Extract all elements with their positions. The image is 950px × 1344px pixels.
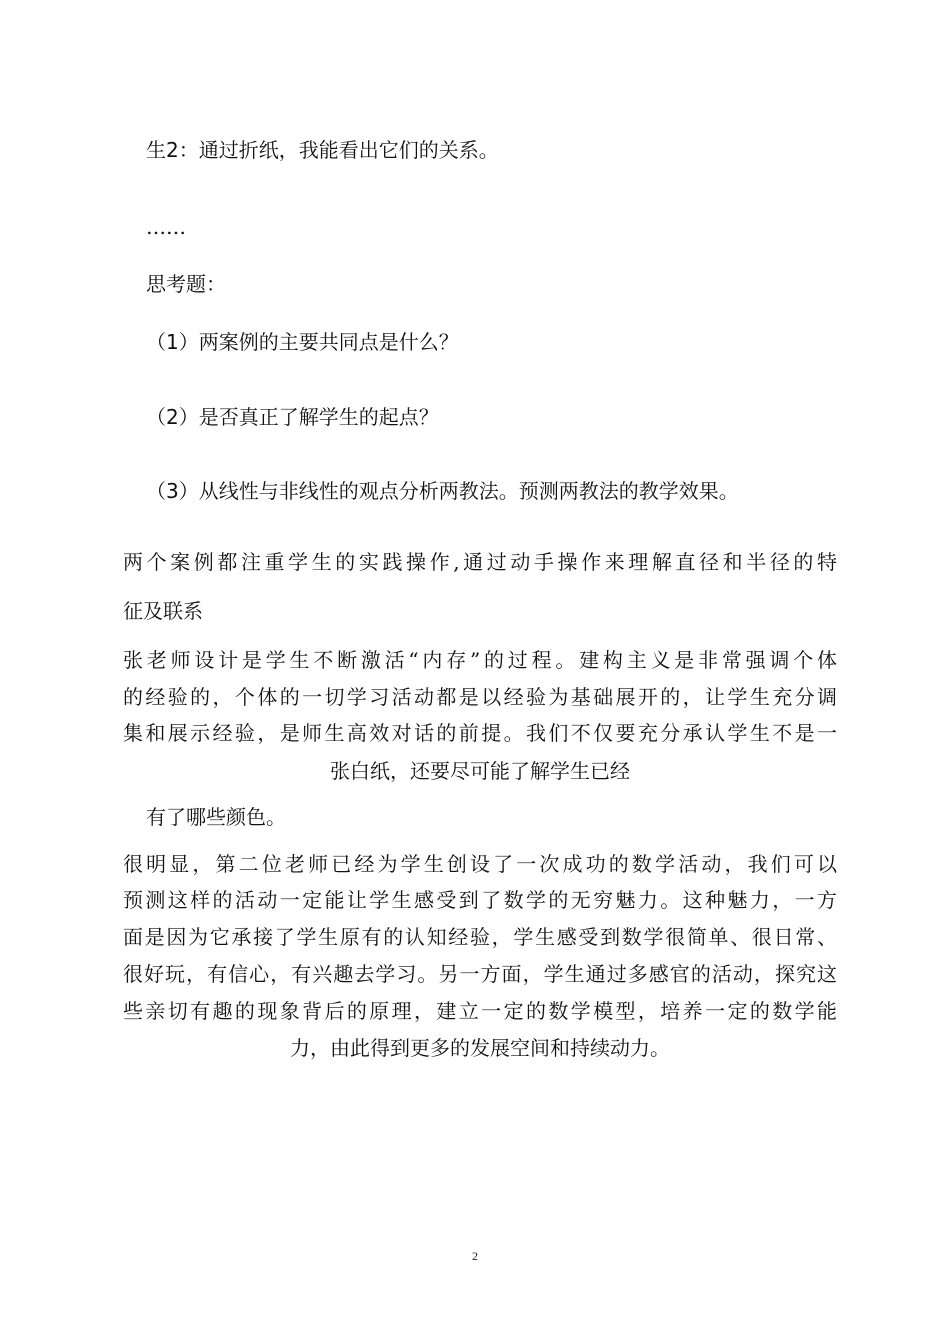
page-number: 2: [472, 1249, 478, 1263]
answer-para1-line1: 两个案例都注重学生的实践操作,通过动手操作来理解直径和半径的特: [123, 550, 837, 574]
answer-para2-line5: 有了哪些颜色。: [146, 805, 286, 829]
answer-para3-line1: 很明显，第二位老师已经为学生创设了一次成功的数学活动，我们可以: [123, 852, 837, 876]
answer-para3-line6: 力，由此得到更多的发展空间和持续动力。: [290, 1036, 670, 1060]
dialogue-ellipsis: ……: [146, 215, 186, 239]
dialogue-student-2: 生2：通过折纸，我能看出它们的关系。: [146, 138, 499, 162]
answer-para2-line1: 张老师设计是学生不断激活“内存”的过程。建构主义是非常强调个体: [123, 648, 837, 672]
answer-para3-line4: 很好玩，有信心，有兴趣去学习。另一方面，学生通过多感官的活动，探究这: [123, 962, 837, 986]
question-item-2: （2）是否真正了解学生的起点？: [146, 405, 439, 429]
question-item-3: （3）从线性与非线性的观点分析两教法。预测两教法的教学效果。: [146, 479, 739, 503]
answer-para3-line2: 预测这样的活动一定能让学生感受到了数学的无穷魅力。这种魅力，一方: [123, 888, 837, 912]
answer-para3-line5: 些亲切有趣的现象背后的原理，建立一定的数学模型，培养一定的数学能: [123, 999, 837, 1023]
questions-heading: 思考题：: [146, 272, 226, 296]
question-item-1: （1）两案例的主要共同点是什么？: [146, 330, 459, 354]
answer-para2-line2: 的经验的，个体的一切学习活动都是以经验为基础展开的，让学生充分调: [123, 685, 837, 709]
answer-para2-line3: 集和展示经验，是师生高效对话的前提。我们不仅要充分承认学生不是一: [123, 721, 837, 745]
answer-para2-line4: 张白纸，还要尽可能了解学生已经: [330, 759, 630, 783]
answer-para3-line3: 面是因为它承接了学生原有的认知经验，学生感受到数学很简单、很日常、: [123, 925, 837, 949]
answer-para1-line2: 征及联系: [123, 599, 203, 623]
